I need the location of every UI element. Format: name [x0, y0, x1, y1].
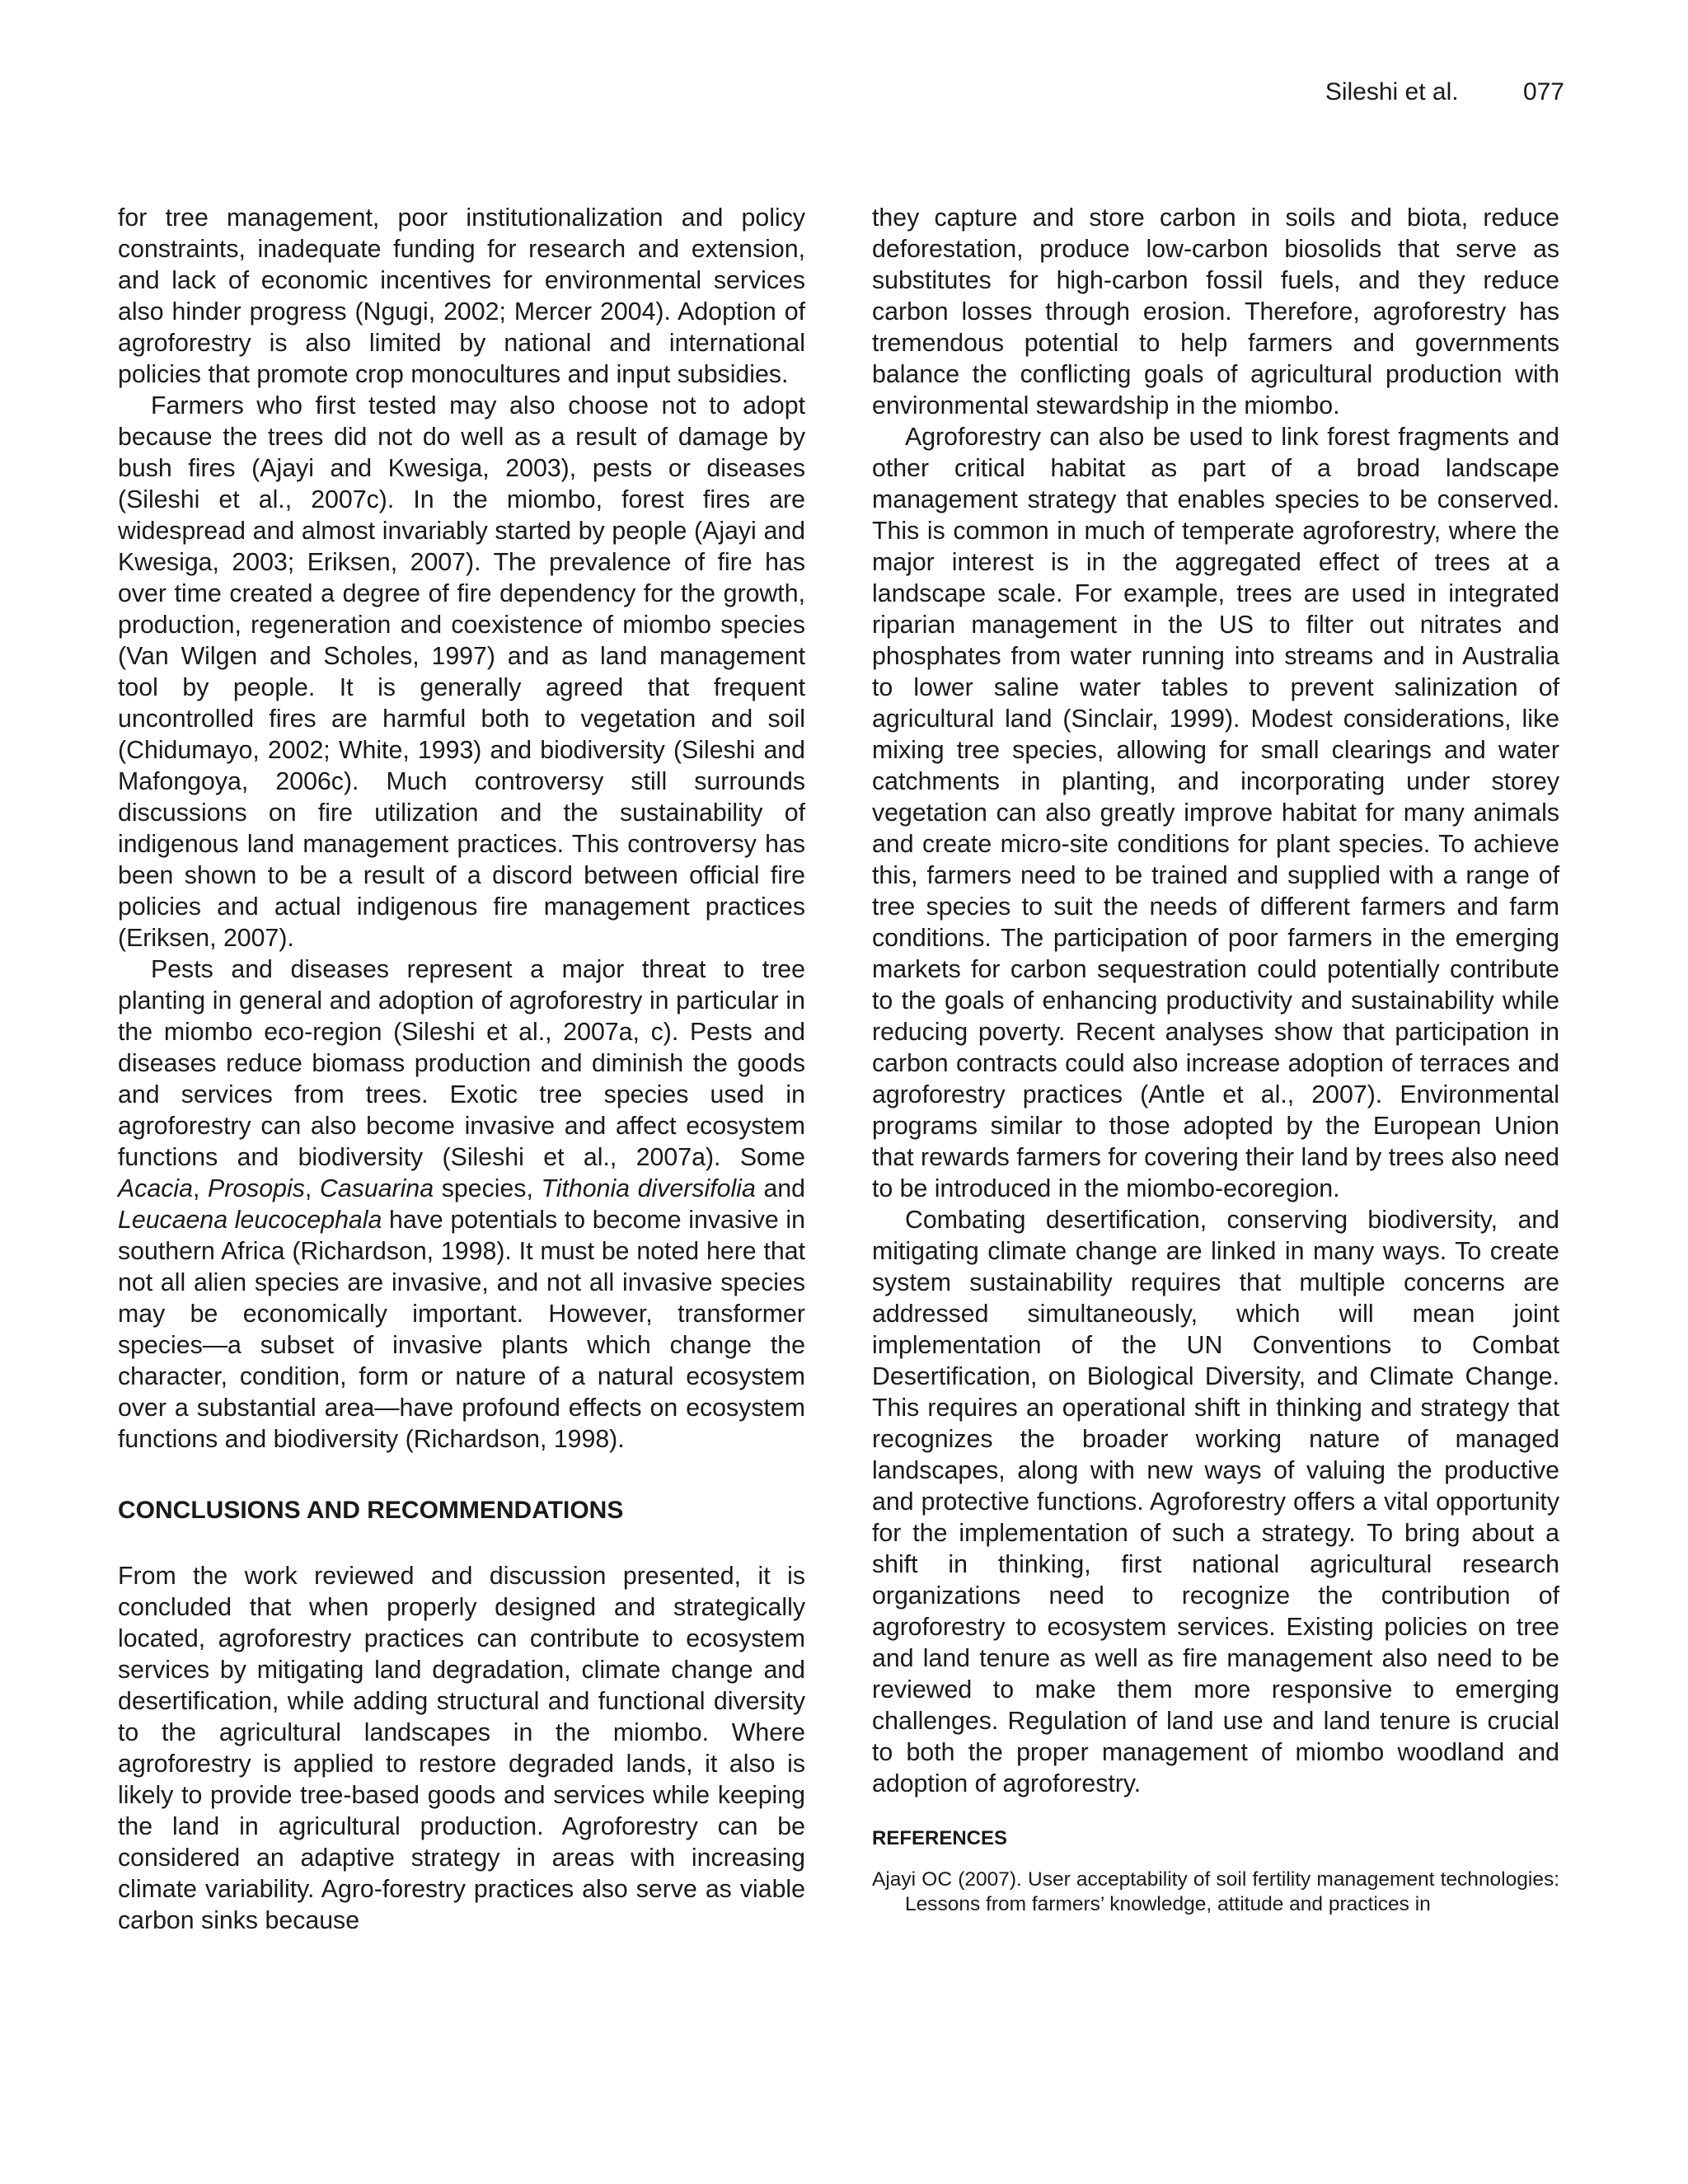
text-run: have potentials to become invasive in southern Africa (Richardson, 1998). It must be noted here that not all alien species are invasive, and not all invasive species may be economically important. However, transformer species—a subset of invasive plants which change the character, condition, form or nature of a natural ecosystem over a substantial area—have profound effects on ecosystem functions and biodiversity (Richardson, 1998).: [118, 1207, 805, 1453]
paragraph: for tree management, poor institutionalization and policy constraints, inadequate funding for research and extension, and lack of economic incentives for environmental services also hinder progress (Ngugi, 2002; Mercer 2004). Adoption of agroforestry is also limited by national and international policies that promote crop monocultures and input subsidies.: [118, 204, 805, 388]
text-run: species,: [434, 1175, 542, 1202]
text-run: ,: [192, 1175, 209, 1202]
species-name: Prosopis: [208, 1175, 305, 1202]
paragraph: Combating desertification, conserving biodiversity, and mitigating climate change are linked in many ways. To create system sustainability requires that multiple concerns are addressed simultaneously, which will mean joint implementation of the UN Conventions to Combat Desertification, on Biological Diversity, and Climate Change. This requires an operational shift in thinking and strategy that recognizes the broader working nature of managed landscapes, along with new ways of valuing the productive and protective functions. Agroforestry offers a vital opportunity for the implementation of such a strategy. To bring about a shift in thinking, first national agricultural research organizations need to recognize the contribution of agroforestry to ecosystem services. Existing policies on tree and land tenure as well as fire management also need to be reviewed to make them more responsive to emerging challenges. Regulation of land use and land tenure is crucial to both the proper management of miombo woodland and adoption of agroforestry.: [872, 1207, 1559, 1797]
right-column: [872, 203, 1559, 1917]
running-head: [1325, 76, 1564, 109]
text-run: Pests and diseases represent a major threat to tree planting in general and adoption of agroforestry in particular in the miombo eco-region (Sileshi et al., 2007a, c). Pests and diseases reduce biomass production and diminish the goods and services from trees. Exotic tree species used in agroforestry can also become invasive and affect ecosystem functions and biodiversity (Sileshi et al., 2007a). Some: [118, 956, 805, 1171]
species-name: Tithonia diversifolia: [541, 1175, 756, 1202]
paragraph: they capture and store carbon in soils and biota, reduce deforestation, produce low-carbon biosolids that serve as substitutes for high-carbon fossil fuels, and they reduce carbon losses through erosion. Therefore, agroforestry has tremendous potential to help farmers and governments balance the conflicting goals of agricultural production with environmental stewardship in the miombo.: [872, 204, 1559, 419]
running-head-authors: Sileshi et al.: [1325, 78, 1459, 105]
species-name: Acacia: [118, 1175, 193, 1202]
text-run: and: [755, 1175, 806, 1202]
section-heading: CONCLUSIONS AND RECOMMENDATIONS: [118, 1497, 624, 1524]
paragraph: From the work reviewed and discussion presented, it is concluded that when properly designed and strategically located, agroforestry practices can contribute to ecosystem services by mitigating land degradation, climate change and desertification, while adding structural and functional diversity to the agricultural landscapes in the miombo. Where agroforestry is applied to restore degraded lands, it also is likely to provide tree-based goods and services while keeping the land in agricultural production. Agroforestry can be considered an adaptive strategy in areas with increasing climate variability. Agro-forestry practices also serve as viable carbon sinks because: [118, 1563, 805, 1934]
text-run: ,: [304, 1175, 320, 1202]
species-name: Leucaena leucocephala: [118, 1207, 382, 1234]
reference-entry: Ajayi OC (2007). User acceptability of soil fertility management technologies: Lessons from farmers’ knowledge, attitude and practices in: [872, 1868, 1559, 1915]
paragraph: Agroforestry can also be used to link forest fragments and other critical habitat as part of a broad landscape management strategy that enables species to be conserved. This is common in much of temperate agroforestry, where the major interest is in the aggregated effect of trees at a landscape scale. For example, trees are used in integrated riparian management in the US to filter out nitrates and phosphates from water running into streams and in Australia to lower saline water tables to prevent salinization of agricultural land (Sinclair, 1999). Modest considerations, like mixing tree species, allowing for small clearings and water catchments in planting, and incorporating under storey vegetation can also greatly improve habitat for many animals and create micro-site conditions for plant species. To achieve this, farmers need to be trained and supplied with a range of tree species to suit the needs of different farmers and farm conditions. The participation of poor farmers in the emerging markets for carbon sequestration could potentially contribute to the goals of enhancing productivity and sustainability while reducing poverty. Recent analyses show that participation in carbon contracts could also increase adoption of terraces and agroforestry practices (Antle et al., 2007). Environmental programs similar to those adopted by the European Union that rewards farmers for covering their land by trees also need to be introduced in the miombo-ecoregion.: [872, 424, 1559, 1202]
references-heading: REFERENCES: [872, 1827, 1008, 1849]
species-name: Casuarina: [319, 1175, 434, 1202]
left-column: [118, 203, 805, 1937]
paragraph-invasive-species: [118, 954, 805, 1455]
page-number: 077: [1522, 78, 1564, 105]
paragraph: Farmers who first tested may also choose not to adopt because the trees did not do well as a result of damage by bush fires (Ajayi and Kwesiga, 2003), pests or diseases (Sileshi et al., 2007c). In the miombo, forest fires are widespread and almost invariably started by people (Ajayi and Kwesiga, 2003; Eriksen, 2007). The prevalence of fire has over time created a degree of fire dependency for the growth, production, regeneration and coexistence of miombo species (Van Wilgen and Scholes, 1997) and as land management tool by people. It is generally agreed that frequent uncontrolled fires are harmful both to vegetation and soil (Chidumayo, 2002; White, 1993) and biodiversity (Sileshi and Mafongoya, 2006c). Much controversy still surrounds discussions on fire utilization and the sustainability of indigenous land management practices. This controversy has been shown to be a result of a discord between official fire policies and actual indigenous fire management practices (Eriksen, 2007).: [118, 392, 805, 952]
